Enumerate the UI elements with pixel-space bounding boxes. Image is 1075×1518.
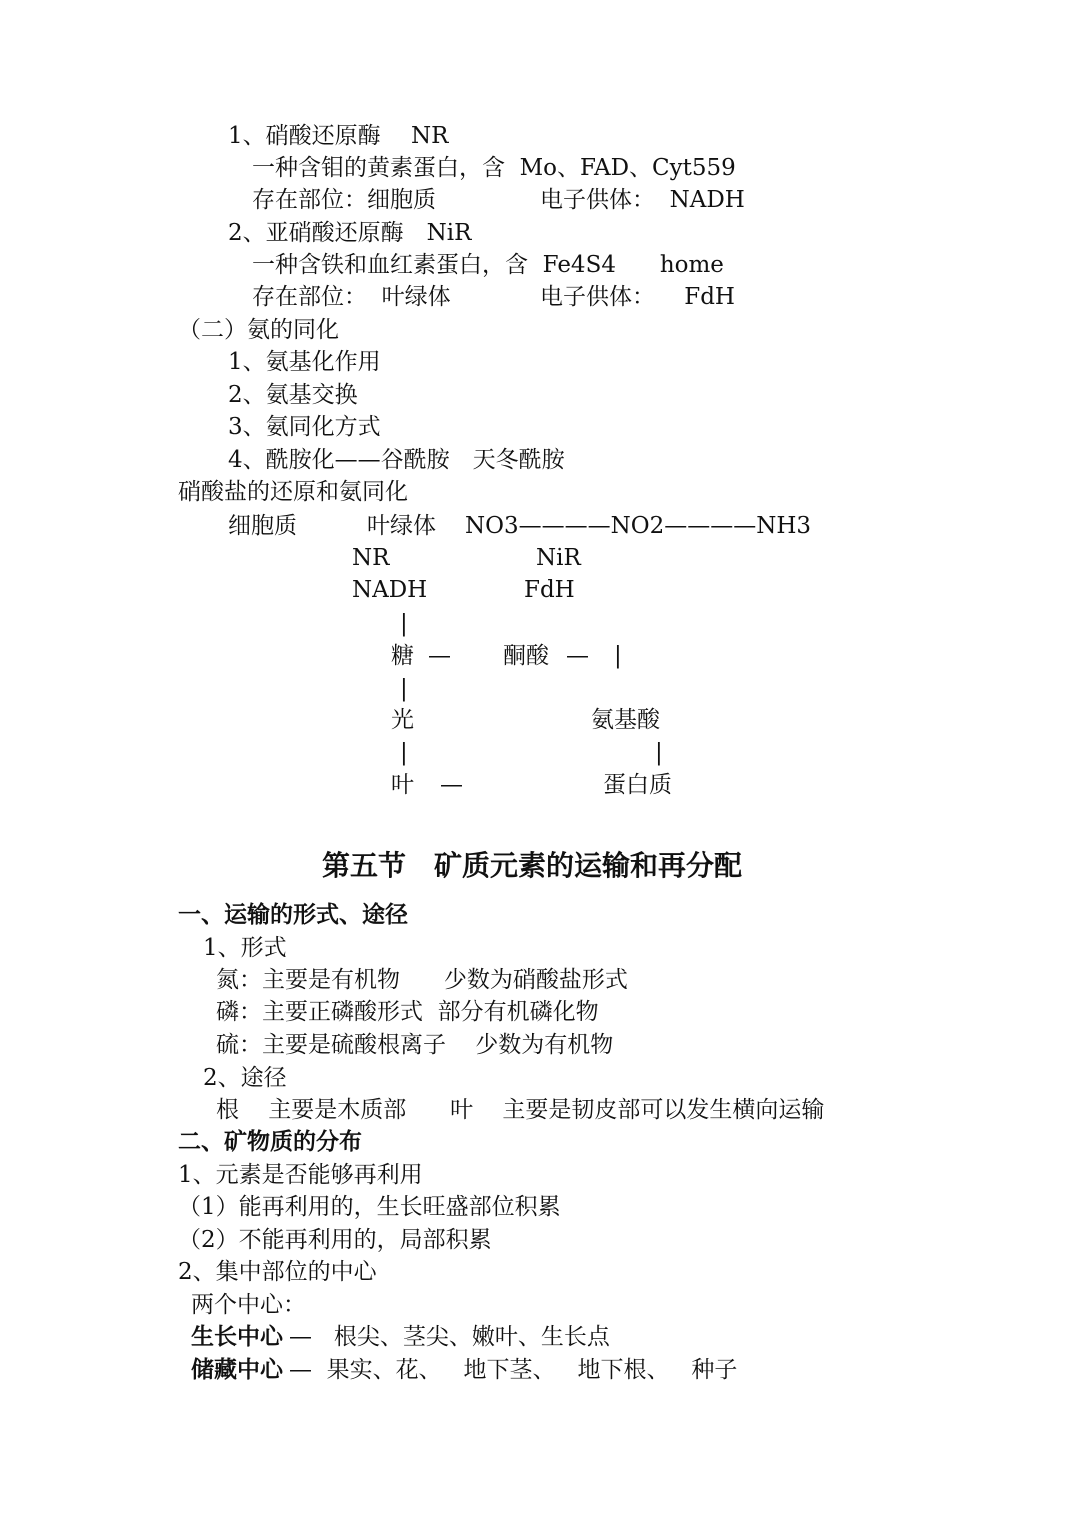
diagram-bar: |	[614, 643, 622, 669]
diagram-light: 光	[391, 707, 414, 733]
nr-description: 一种含钼的黄素蛋白，含 Mo、FAD、Cyt559	[252, 155, 736, 181]
diagram-dash: —	[428, 643, 451, 669]
nir-electron-donor: 电子供体： FdH	[540, 284, 735, 310]
list-item: 2、氨基交换	[228, 382, 358, 408]
storage-center-label: 储藏中心	[191, 1356, 283, 1383]
growth-center-desc: — 根尖、茎尖、嫩叶、生长点	[289, 1324, 610, 1350]
route-subheading: 2、途径	[203, 1065, 287, 1091]
diagram-dash: —	[440, 772, 463, 798]
diagram-nadh: NADH	[352, 577, 428, 603]
diagram-keto-acid: 酮酸	[503, 643, 549, 669]
diagram-nir: NiR	[536, 545, 581, 571]
diagram-bar: |	[400, 740, 408, 766]
diagram-title: 硝酸盐的还原和氨同化	[178, 479, 408, 505]
diagram-leaf: 叶	[391, 772, 414, 798]
diagram-chloroplast: 叶绿体	[367, 513, 436, 539]
diagram-dash: —	[566, 643, 589, 669]
phosphorus-form: 磷：主要正磷酸形式 部分有机磷化物	[216, 999, 599, 1025]
reuse-no: （2）不能再利用的，局部积累	[178, 1227, 492, 1253]
diagram-chain: NO3————NO2————NH3	[465, 513, 812, 539]
diagram-sugar: 糖	[391, 643, 414, 669]
nr-title: 1、硝酸还原酶 NR	[228, 123, 449, 149]
diagram-bar: |	[400, 676, 408, 702]
growth-center-label: 生长中心	[191, 1323, 283, 1350]
diagram-protein: 蛋白质	[603, 772, 672, 798]
list-item: 1、氨基化作用	[228, 349, 381, 375]
diagram-cytoplasm: 细胞质	[228, 513, 297, 539]
nitrogen-form: 氮：主要是有机物 少数为硝酸盐形式	[216, 967, 628, 993]
storage-center-desc: — 果实、花、 地下茎、 地下根、 种子	[289, 1357, 738, 1383]
part2-heading: 二、矿物质的分布	[178, 1128, 362, 1155]
nir-site: 存在部位： 叶绿体	[252, 284, 451, 310]
diagram-nr: NR	[352, 545, 390, 571]
list-item: 4、酰胺化——谷酰胺 天冬酰胺	[228, 447, 565, 473]
ammonia-assimilation-heading: （二）氨的同化	[178, 317, 339, 343]
section-title: 第五节 矿质元素的运输和再分配	[322, 849, 743, 882]
nr-electron-donor: 电子供体： NADH	[540, 187, 745, 213]
diagram-fdh: FdH	[524, 577, 575, 603]
form-subheading: 1、形式	[203, 935, 287, 961]
two-centers: 两个中心：	[191, 1292, 306, 1318]
reuse-yes: （1）能再利用的，生长旺盛部位积累	[178, 1194, 561, 1220]
diagram-bar: |	[400, 611, 408, 637]
sulfur-form: 硫：主要是硫酸根离子 少数为有机物	[216, 1032, 614, 1058]
route-description: 根 主要是木质部 叶 主要是韧皮部可以发生横向运输	[216, 1097, 825, 1123]
centers-subheading: 2、集中部位的中心	[178, 1259, 377, 1285]
nr-site: 存在部位：细胞质	[252, 187, 436, 213]
part1-heading: 一、运输的形式、途径	[178, 901, 408, 928]
nir-description: 一种含铁和血红素蛋白，含 Fe4S4 home	[252, 252, 724, 278]
diagram-amino-acid: 氨基酸	[591, 707, 660, 733]
list-item: 3、氨同化方式	[228, 414, 381, 440]
nir-title: 2、亚硝酸还原酶 NiR	[228, 220, 472, 246]
reuse-subheading: 1、元素是否能够再利用	[178, 1162, 423, 1188]
diagram-bar: |	[655, 740, 663, 766]
